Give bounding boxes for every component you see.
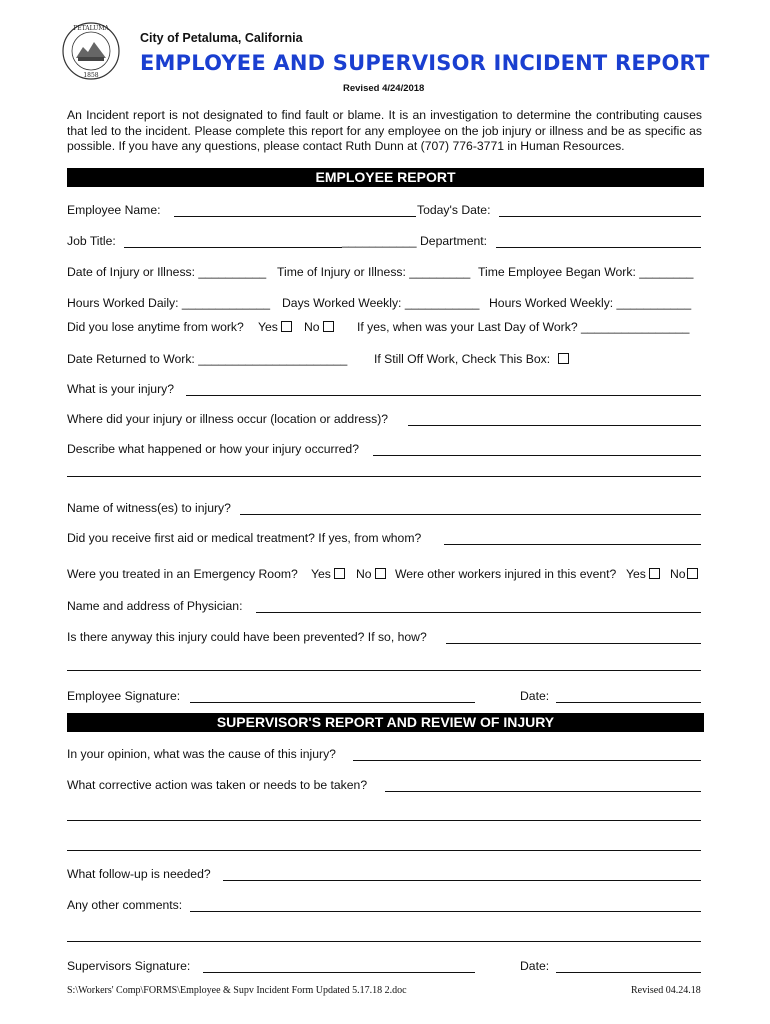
hours-worked-weekly-field[interactable]: Hours Worked Weekly: ___________: [489, 296, 692, 310]
lose-time-no-checkbox[interactable]: [323, 321, 334, 332]
what-injury-label: What is your injury?: [67, 382, 175, 396]
supervisor-signature-label: Supervisors Signature:: [67, 959, 191, 973]
describe-field-line-2[interactable]: [67, 476, 701, 477]
er-treated-question: Were you treated in an Emergency Room?: [67, 567, 298, 581]
physician-label: Name and address of Physician:: [67, 599, 243, 613]
todays-date-label: Today's Date:: [417, 203, 491, 217]
job-title-field[interactable]: [124, 247, 342, 248]
where-injury-label: Where did your injury or illness occur (location or address)?: [67, 412, 389, 426]
still-off-checkbox[interactable]: [558, 353, 569, 364]
no-label: No: [356, 567, 372, 581]
no-label: No: [670, 567, 686, 581]
last-day-field[interactable]: If yes, when was your Last Day of Work? ________________: [357, 320, 690, 334]
witness-field[interactable]: [240, 514, 701, 515]
yes-label: Yes: [311, 567, 331, 581]
prevented-label: Is there anyway this injury could have been prevented? If so, how?: [67, 630, 427, 644]
svg-text:1858: 1858: [83, 72, 99, 79]
todays-date-field[interactable]: [499, 216, 701, 217]
lose-time-yes-checkbox[interactable]: [281, 321, 292, 332]
no-label: No: [304, 320, 320, 334]
job-title-blank: ___________: [342, 234, 417, 248]
employee-name-field[interactable]: [174, 216, 416, 217]
what-injury-field[interactable]: [186, 395, 701, 396]
other-workers-no-checkbox[interactable]: [687, 568, 698, 579]
other-workers-yes-checkbox[interactable]: [649, 568, 660, 579]
employee-date-label: Date:: [520, 689, 550, 703]
supervisor-signature-field[interactable]: [203, 972, 475, 973]
employee-signature-field[interactable]: [190, 702, 475, 703]
physician-field[interactable]: [256, 612, 701, 613]
first-aid-field[interactable]: [444, 544, 701, 545]
intro-paragraph: An Incident report is not designated to find fault or blame. It is an investigation to determine the contributing causes that led to the incident. Please complete this report for any employee on the job injury or illness and be as specific as possible. If you have any questions, please contact Ruth Dunn at (707) 776-3771 in Human Resources.: [67, 108, 702, 154]
supervisor-report-heading: SUPERVISOR'S REPORT AND REVIEW OF INJURY: [67, 713, 704, 732]
department-label: Department:: [420, 234, 488, 248]
er-yes-checkbox[interactable]: [334, 568, 345, 579]
yes-label: Yes: [258, 320, 278, 334]
footer-revised: Revised 04.24.18: [631, 985, 701, 996]
prevented-field-line-2[interactable]: [67, 670, 701, 671]
revised-date: Revised 4/24/2018: [343, 83, 425, 94]
time-began-work-field[interactable]: Time Employee Began Work: ________: [478, 265, 694, 279]
other-workers-no[interactable]: [670, 567, 698, 581]
prevented-field[interactable]: [446, 643, 701, 644]
city-name: City of Petaluma, California: [140, 31, 303, 45]
comments-label: Any other comments:: [67, 898, 183, 912]
still-off-work[interactable]: [374, 352, 569, 366]
first-aid-label: Did you receive first aid or medical treatment? If yes, from whom?: [67, 531, 422, 545]
employee-name-label: Employee Name:: [67, 203, 161, 217]
svg-text:PETALUMA: PETALUMA: [73, 25, 109, 32]
where-injury-field[interactable]: [408, 425, 701, 426]
describe-field[interactable]: [373, 455, 701, 456]
er-no-checkbox[interactable]: [375, 568, 386, 579]
city-seal-logo: [61, 20, 121, 82]
comments-field[interactable]: [190, 911, 701, 912]
days-worked-weekly-field[interactable]: Days Worked Weekly: ___________: [282, 296, 480, 310]
footer-file-path: S:\Workers' Comp\FORMS\Employee & Supv Incident Form Updated 5.17.18 2.doc: [67, 985, 407, 996]
corrective-action-line-2[interactable]: [67, 820, 701, 821]
lose-time-no[interactable]: [304, 320, 334, 334]
date-of-injury-field[interactable]: Date of Injury or Illness: __________: [67, 265, 267, 279]
yes-label: Yes: [626, 567, 646, 581]
corrective-action-label: What corrective action was taken or needs to be taken?: [67, 778, 368, 792]
employee-date-field[interactable]: [556, 702, 701, 703]
followup-field[interactable]: [223, 880, 701, 881]
corrective-action-field[interactable]: [385, 791, 701, 792]
cause-field[interactable]: [353, 760, 701, 761]
job-title-label: Job Title:: [67, 234, 116, 248]
page-title: EMPLOYEE AND SUPERVISOR INCIDENT REPORT: [140, 51, 710, 75]
employee-signature-label: Employee Signature:: [67, 689, 181, 703]
employee-report-heading: EMPLOYEE REPORT: [67, 168, 704, 187]
hours-worked-daily-field[interactable]: Hours Worked Daily: _____________: [67, 296, 271, 310]
witness-label: Name of witness(es) to injury?: [67, 501, 231, 515]
other-workers-yes[interactable]: [626, 567, 660, 581]
describe-label: Describe what happened or how your injury occurred?: [67, 442, 359, 456]
other-workers-question: Were other workers injured in this event?: [395, 567, 617, 581]
comments-line-2[interactable]: [67, 941, 701, 942]
er-no[interactable]: [356, 567, 386, 581]
corrective-action-line-3[interactable]: [67, 850, 701, 851]
supervisor-date-field[interactable]: [556, 972, 701, 973]
time-of-injury-field[interactable]: Time of Injury or Illness: _________: [277, 265, 471, 279]
lose-time-yes[interactable]: [258, 320, 292, 334]
supervisor-date-label: Date:: [520, 959, 550, 973]
lose-time-question: Did you lose anytime from work?: [67, 320, 244, 334]
cause-label: In your opinion, what was the cause of this injury?: [67, 747, 336, 761]
followup-label: What follow-up is needed?: [67, 867, 211, 881]
still-off-label: If Still Off Work, Check This Box:: [374, 352, 551, 366]
department-field[interactable]: [496, 247, 701, 248]
date-returned-field[interactable]: Date Returned to Work: ______________________: [67, 352, 348, 366]
er-yes[interactable]: [311, 567, 345, 581]
